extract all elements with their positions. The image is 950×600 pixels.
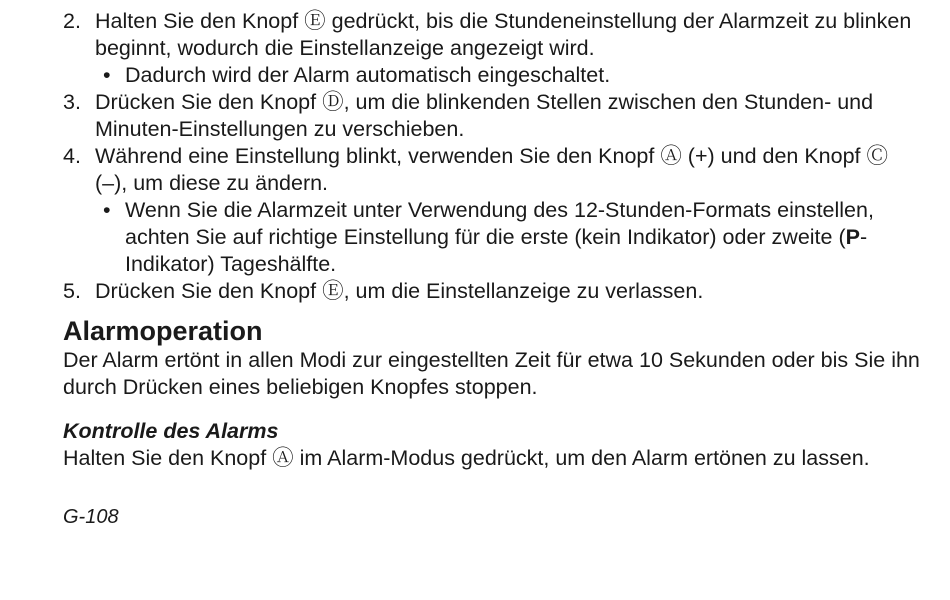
page-number: G-108 <box>63 506 119 528</box>
step-2-note <box>103 62 923 89</box>
step-number: 5. <box>63 279 81 303</box>
note-text-start: Wenn Sie die Alarmzeit unter Verwendung des 12-Stunden-Formats einstellen, achten Sie auf richtige Einstellung für die erste (kein Indikator) oder zweite ( <box>125 198 874 249</box>
subsection-paragraph: Halten Sie den Knopf Ⓐ im Alarm-Modus gedrückt, um den Alarm ertönen zu lassen. <box>63 446 870 470</box>
p-indicator-label: P <box>845 225 860 249</box>
step-text: Halten Sie den Knopf Ⓔ gedrückt, bis die Stundeneinstellung der Alarmzeit zu blinken beginnt, wodurch die Einstellanzeige angezeigt wird. <box>95 9 912 60</box>
step-2 <box>63 8 923 62</box>
step-text: Während eine Einstellung blinkt, verwenden Sie den Knopf Ⓐ (+) und den Knopf Ⓒ (–), um diese zu ändern. <box>95 144 889 195</box>
note-text-end: -Indikator) Tageshälfte. <box>125 225 868 276</box>
step-text: Drücken Sie den Knopf Ⓔ, um die Einstellanzeige zu verlassen. <box>95 279 704 303</box>
step-4 <box>63 143 923 197</box>
bullet-dot: • <box>103 198 111 222</box>
section-paragraph: Der Alarm ertönt in allen Modi zur eingestellten Zeit für etwa 10 Sekunden oder bis Sie ihn durch Drücken eines beliebigen Knopfes stoppen. <box>63 348 920 399</box>
step-number: 3. <box>63 90 81 114</box>
note-text <box>125 197 923 278</box>
step-4-note <box>103 197 923 278</box>
step-number: 2. <box>63 9 81 33</box>
subsection-heading: Kontrolle des Alarms <box>63 419 279 443</box>
step-text: Drücken Sie den Knopf Ⓓ, um die blinkenden Stellen zwischen den Stunden- und Minuten-Einstellungen zu verschieben. <box>95 90 874 141</box>
section-heading: Alarmoperation <box>63 316 263 346</box>
step-5 <box>63 278 923 305</box>
step-3 <box>63 89 923 143</box>
bullet-dot: • <box>103 63 111 87</box>
step-number: 4. <box>63 144 81 168</box>
manual-page <box>63 8 923 529</box>
note-text: Dadurch wird der Alarm automatisch eingeschaltet. <box>125 63 611 87</box>
